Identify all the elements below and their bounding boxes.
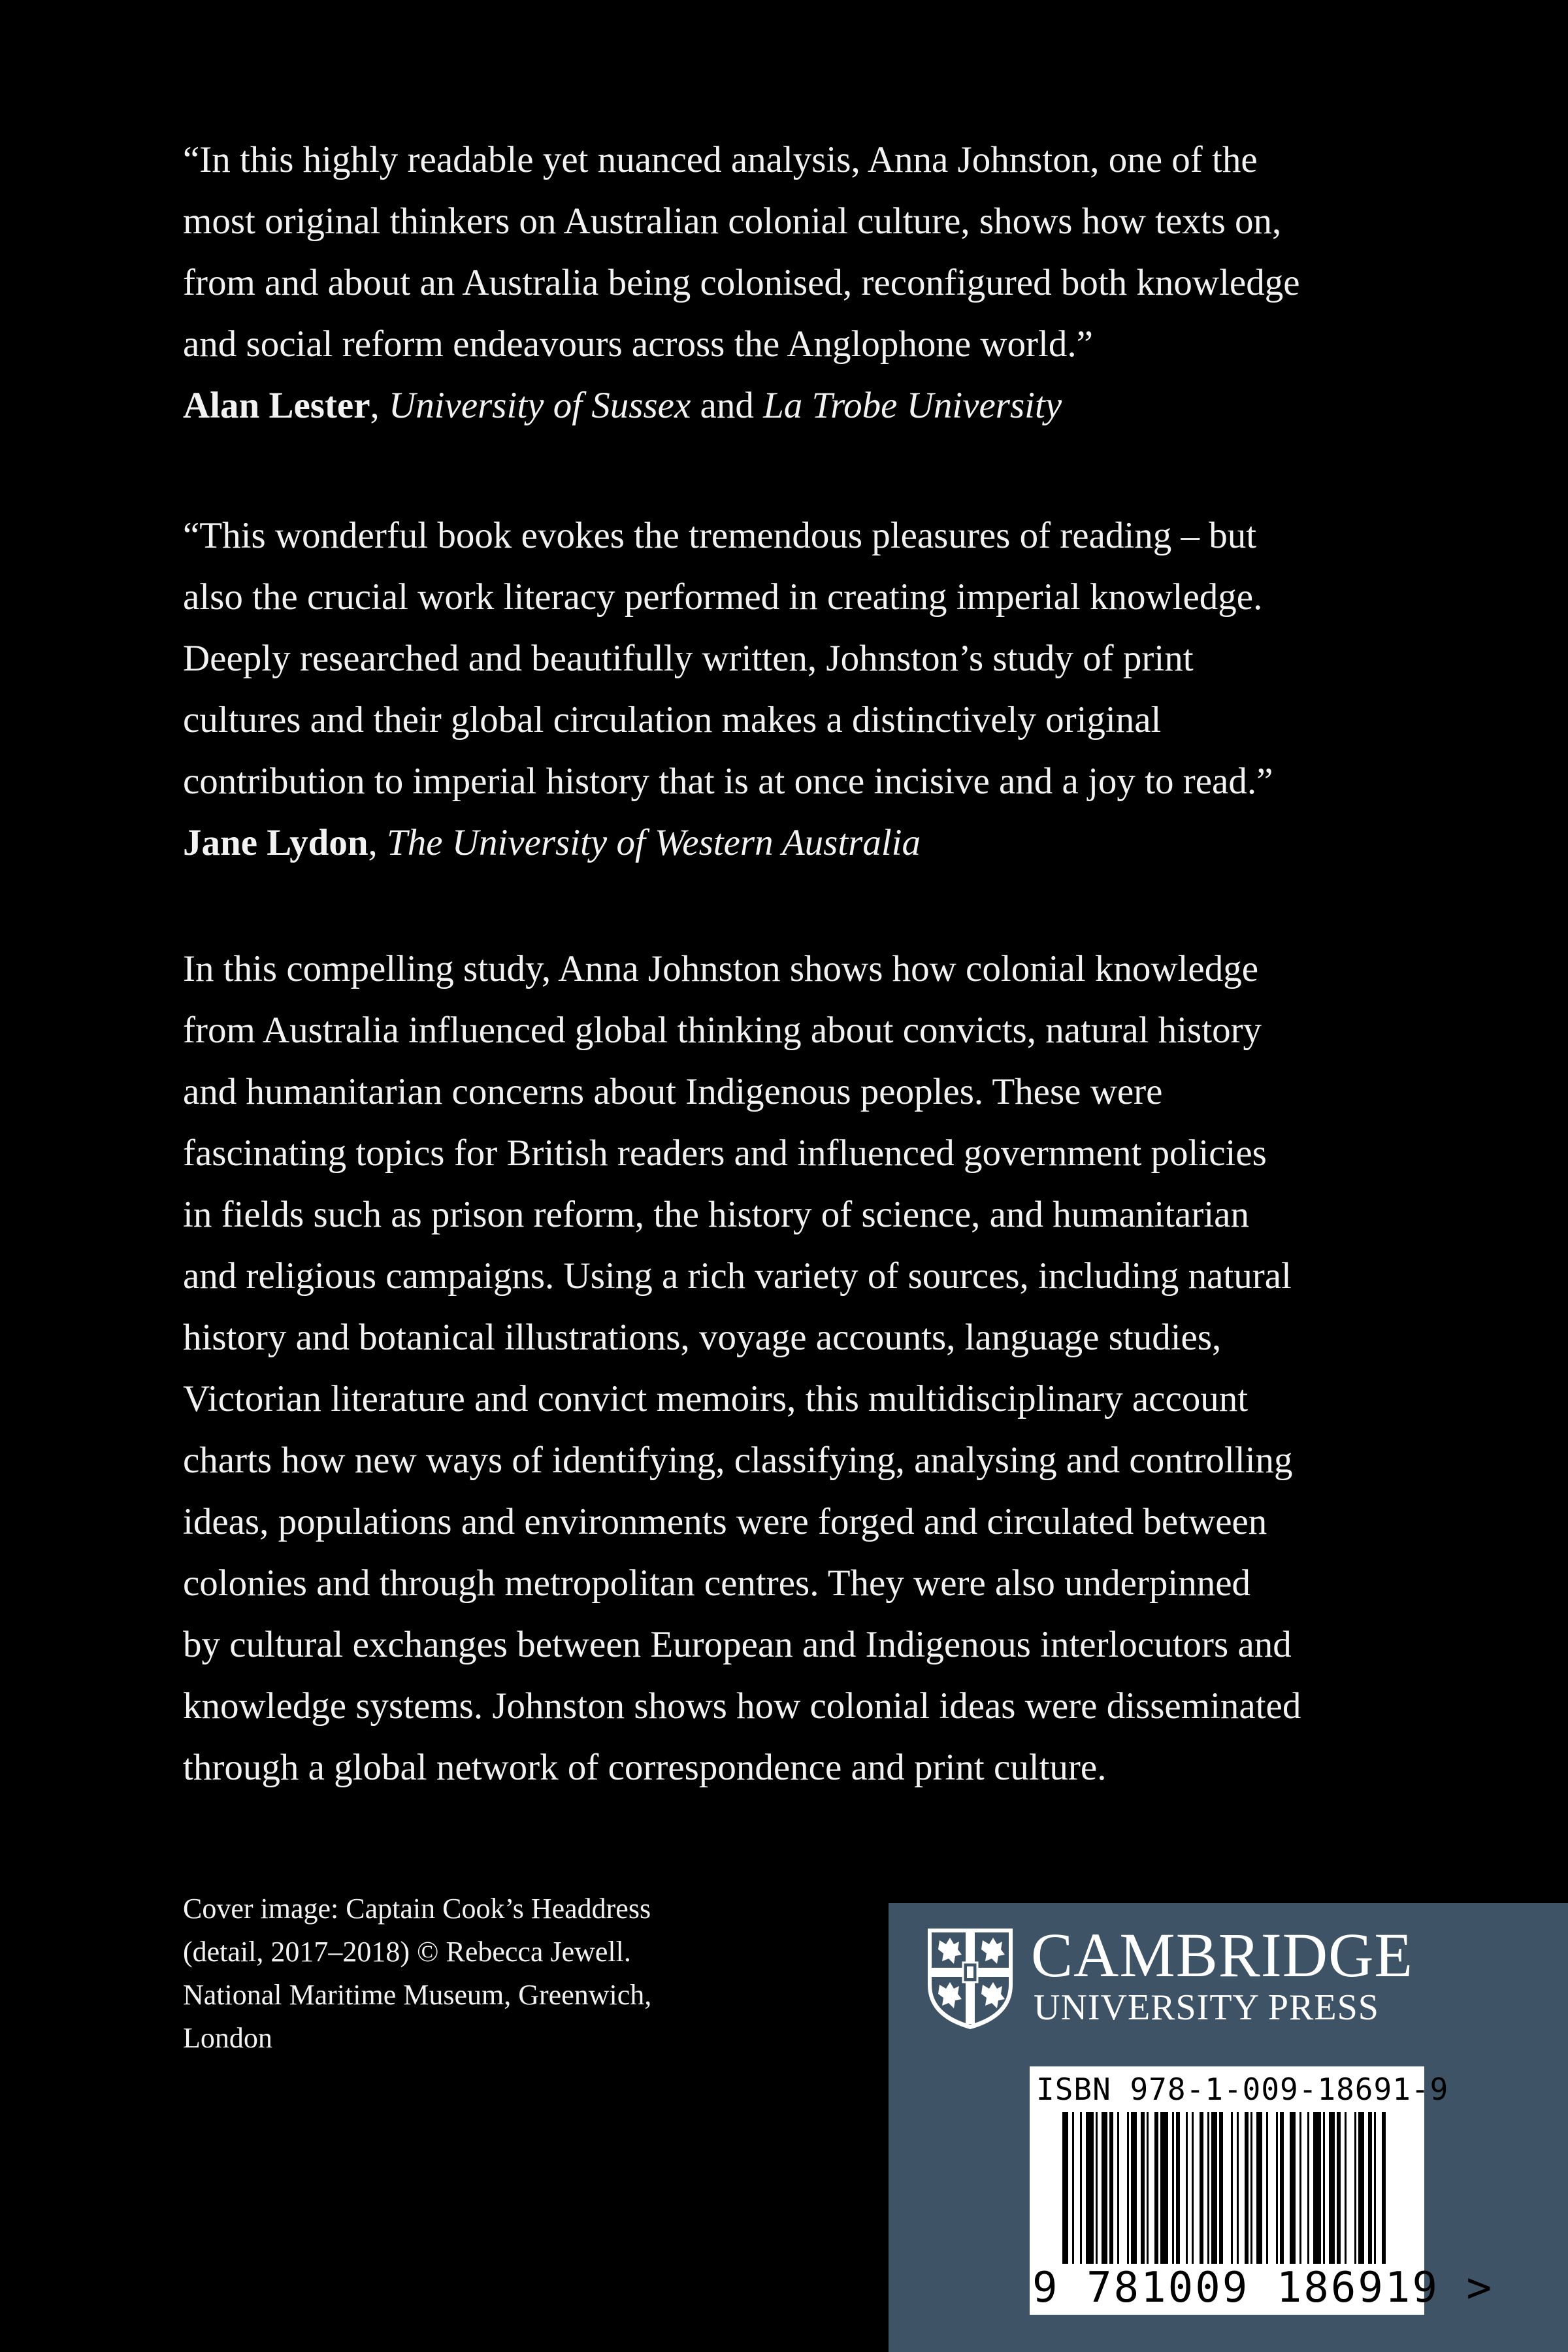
- quote-affiliation: The University of Western Australia: [387, 822, 921, 863]
- barcode-bar: [1358, 2112, 1364, 2264]
- barcode-bar: [1276, 2112, 1278, 2264]
- barcode-bar: [1160, 2112, 1168, 2264]
- barcode-bar: [1117, 2112, 1119, 2264]
- barcode-bar: [1102, 2112, 1107, 2264]
- quote-line: “In this highly readable yet nuanced analysis, Anna Johnston, one of the: [183, 139, 1258, 180]
- barcode-bar: [1219, 2112, 1223, 2264]
- barcode-bar: [1080, 2112, 1082, 2264]
- quote-line: “This wonderful book evokes the tremendous pleasures of reading – but: [183, 515, 1257, 556]
- credit-line: Cover image: Captain Cook’s Headdress: [183, 1893, 651, 1925]
- description-line: history and botanical illustrations, voyage accounts, language studies,: [183, 1317, 1222, 1358]
- barcode-bar: [1354, 2112, 1356, 2264]
- barcode-bar: [1211, 2112, 1217, 2264]
- quote-affiliation: La Trobe University: [763, 385, 1062, 426]
- barcode-bar: [1062, 2112, 1068, 2264]
- review-quote-2: [183, 505, 1411, 874]
- description-line: In this compelling study, Anna Johnston shows how colonial knowledge: [183, 948, 1259, 989]
- barcode-bar: [1186, 2112, 1188, 2264]
- barcode-bar: [1172, 2112, 1174, 2264]
- quote-attribution: [183, 375, 1411, 437]
- barcode-bar: [1345, 2112, 1347, 2264]
- barcode-bar: [1207, 2112, 1209, 2264]
- barcode-bar: [1154, 2112, 1158, 2264]
- barcode-bar: [1109, 2112, 1113, 2264]
- cambridge-crest-icon: [925, 1926, 1015, 2032]
- description-line: and religious campaigns. Using a rich variety of sources, including natural: [183, 1255, 1292, 1297]
- description-line: by cultural exchanges between European and Indigenous interlocutors and: [183, 1624, 1292, 1665]
- quote-line: also the crucial work literacy performed in creating imperial knowledge.: [183, 576, 1263, 618]
- description-line: from Australia influenced global thinking about convicts, natural history: [183, 1010, 1262, 1051]
- barcode-bar: [1313, 2112, 1321, 2264]
- conjunction: and: [691, 385, 764, 426]
- barcode-bar: [1200, 2112, 1203, 2264]
- barcode-bar: [1176, 2112, 1180, 2264]
- description-line: and humanitarian concerns about Indigenous peoples. These were: [183, 1071, 1163, 1112]
- barcode-bar: [1141, 2112, 1145, 2264]
- cover-image-credit: [183, 1887, 771, 2060]
- quote-line: Deeply researched and beautifully written, Johnston’s study of print: [183, 638, 1194, 679]
- publisher-subname: UNIVERSITY PRESS: [1034, 1987, 1379, 2028]
- barcode-bar: [1086, 2112, 1094, 2264]
- credit-line: National Maritime Museum, Greenwich,: [183, 1979, 652, 2011]
- separator: ,: [370, 385, 389, 426]
- publisher-name: CAMBRIDGE: [1031, 1920, 1414, 1990]
- barcode-bar: [1374, 2112, 1376, 2264]
- isbn-label: ISBN 978-1-009-18691-9: [1036, 2072, 1449, 2107]
- barcode-digits: 9 781009 186919 >: [1032, 2264, 1494, 2312]
- barcode-bars: [1062, 2112, 1389, 2264]
- description-line: charts how new ways of identifying, classifying, analysing and controlling: [183, 1440, 1293, 1481]
- barcode-bar: [1368, 2112, 1372, 2264]
- quote-line: contribution to imperial history that is at once incisive and a joy to read.”: [183, 761, 1273, 802]
- barcode-bar: [1072, 2112, 1074, 2264]
- barcode-bar: [1337, 2112, 1341, 2264]
- credit-line: London: [183, 2022, 272, 2054]
- description-line: knowledge systems. Johnston shows how colonial ideas were disseminated: [183, 1685, 1301, 1727]
- barcode-bar: [1192, 2112, 1194, 2264]
- barcode-bar: [1256, 2112, 1262, 2264]
- barcode-bar: [1382, 2112, 1386, 2264]
- isbn-barcode: [1030, 2066, 1494, 2315]
- quote-line: and social reform endeavours across the Anglophone world.”: [183, 323, 1093, 365]
- barcode-bar: [1131, 2112, 1137, 2264]
- description-line: colonies and through metropolitan centres. They were also underpinned: [183, 1563, 1251, 1604]
- barcode-bar: [1147, 2112, 1149, 2264]
- quote-line: most original thinkers on Australian colonial culture, shows how texts on,: [183, 201, 1282, 242]
- quote-author: Jane Lydon: [183, 822, 368, 863]
- credit-line: (detail, 2017–2018) © Rebecca Jewell.: [183, 1936, 631, 1968]
- description-line: fascinating topics for British readers and influenced government policies: [183, 1133, 1267, 1174]
- publisher-panel: [889, 1903, 1568, 2352]
- quote-author: Alan Lester: [183, 385, 370, 426]
- description-line: Victorian literature and convict memoirs, this multidisciplinary account: [183, 1378, 1249, 1419]
- description-line: through a global network of correspondence and print culture.: [183, 1747, 1107, 1788]
- quote-text: [183, 505, 1411, 812]
- barcode-bar: [1323, 2112, 1325, 2264]
- barcode-bar: [1250, 2112, 1252, 2264]
- quote-line: from and about an Australia being colonised, reconfigured both knowledge: [183, 262, 1300, 303]
- barcode-bar: [1237, 2112, 1239, 2264]
- barcode-bar: [1266, 2112, 1268, 2264]
- barcode-bar: [1127, 2112, 1129, 2264]
- description-line: in fields such as prison reform, the history of science, and humanitarian: [183, 1194, 1249, 1235]
- barcode-bar: [1231, 2112, 1233, 2264]
- review-quote-1: [183, 129, 1411, 437]
- quote-line: cultures and their global circulation makes a distinctively original: [183, 699, 1162, 740]
- description-line: ideas, populations and environments were forged and circulated between: [183, 1501, 1267, 1542]
- barcode-bar: [1329, 2112, 1335, 2264]
- barcode-bar: [1096, 2112, 1098, 2264]
- separator: ,: [368, 822, 387, 863]
- quote-text: [183, 129, 1411, 375]
- book-description: [183, 938, 1411, 1798]
- barcode-bar: [1290, 2112, 1296, 2264]
- description-text: [183, 938, 1411, 1798]
- quote-attribution: [183, 812, 1411, 874]
- barcode-bar: [1245, 2112, 1249, 2264]
- barcode-bar: [1307, 2112, 1309, 2264]
- barcode-bar: [1299, 2112, 1301, 2264]
- quote-affiliation: University of Sussex: [389, 385, 691, 426]
- barcode-bar: [1280, 2112, 1284, 2264]
